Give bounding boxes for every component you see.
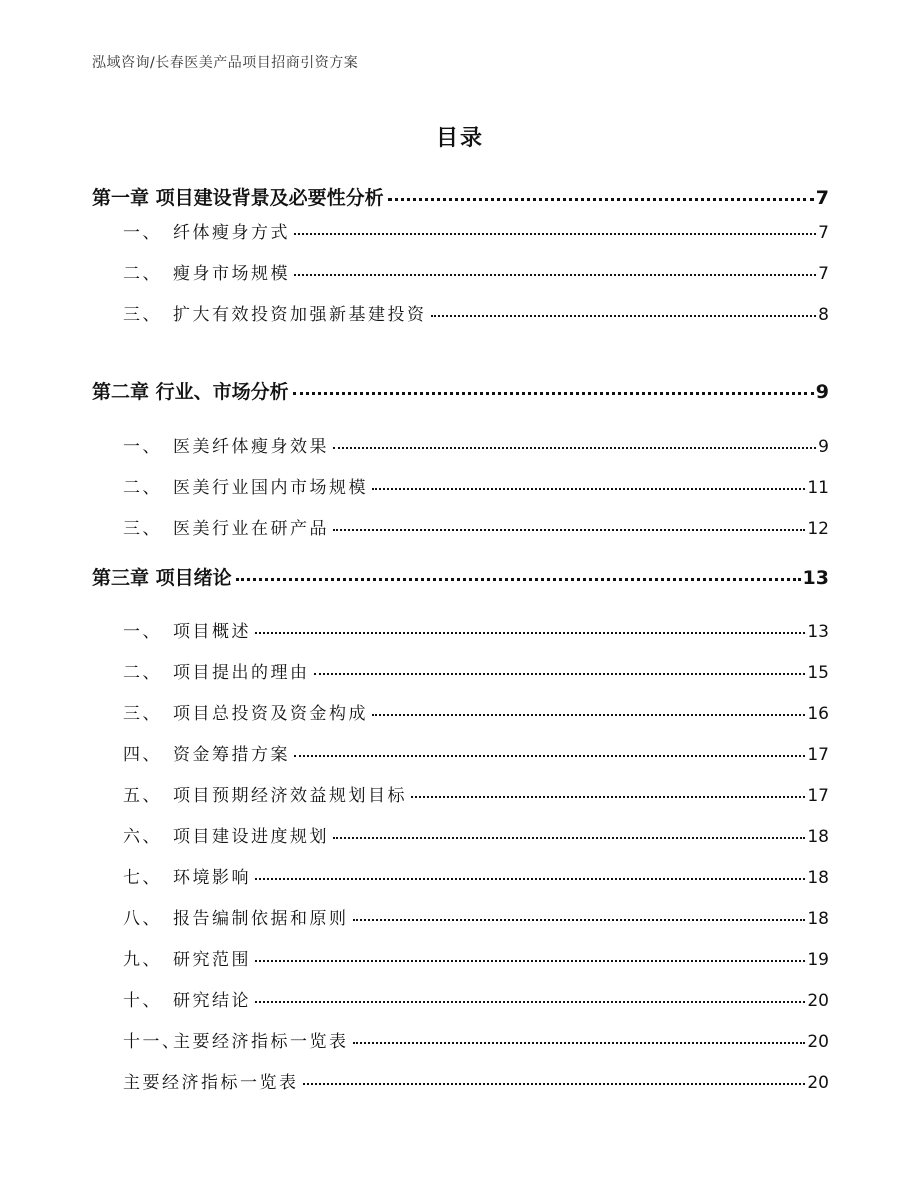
toc-entry-number: 三、 (123, 305, 162, 325)
toc-entry-text: 项目总投资及资金构成 (173, 704, 368, 724)
toc-entry-text: 医美行业在研产品 (173, 519, 329, 539)
toc-section-entry[interactable] (123, 863, 829, 888)
toc-entry-number: 十一、 (123, 1032, 182, 1052)
toc-page-number: 11 (807, 478, 829, 498)
toc-section-entry[interactable] (123, 699, 829, 724)
toc-entry-text: 报告编制依据和原则 (173, 909, 349, 929)
toc-section-entry[interactable] (123, 432, 829, 457)
toc-entry-label (123, 740, 290, 765)
toc-page-number: 13 (802, 567, 829, 589)
toc-page-number: 12 (807, 519, 829, 539)
toc-entry-label (123, 1068, 299, 1093)
toc-section-entry[interactable] (123, 1027, 829, 1052)
toc-entry-text: 第三章 项目绪论 (92, 567, 232, 589)
dot-leader (333, 833, 805, 839)
toc-entry-text: 项目概述 (173, 622, 251, 642)
toc-entry-number: 五、 (123, 786, 162, 806)
running-header: 泓域咨询/长春医美产品项目招商引资方案 (92, 55, 359, 71)
dot-leader (372, 484, 805, 490)
toc-entry-number: 三、 (123, 704, 162, 724)
dot-leader (236, 574, 801, 581)
dot-leader (411, 792, 805, 798)
toc-entry-text: 瘦身市场规模 (173, 264, 290, 284)
toc-entry-text: 第一章 项目建设背景及必要性分析 (92, 187, 384, 209)
toc-entry-text: 扩大有效投资加强新基建投资 (173, 305, 427, 325)
toc-entry-text: 研究范围 (173, 950, 251, 970)
toc-entry-text: 研究结论 (173, 991, 251, 1011)
toc-entry-label (123, 432, 329, 457)
dot-leader (353, 1038, 806, 1044)
toc-entry-label (123, 781, 407, 806)
toc-entry-number: 四、 (123, 745, 162, 765)
toc-entry-label (123, 259, 290, 284)
toc-section-entry[interactable] (123, 781, 829, 806)
toc-entry-text: 主要经济指标一览表 (123, 1073, 299, 1093)
toc-entry-text: 纤体瘦身方式 (173, 223, 290, 243)
toc-entry-label (92, 183, 384, 210)
toc-page-number: 7 (815, 187, 829, 209)
toc-entry-text: 第二章 行业、市场分析 (92, 381, 289, 403)
dot-leader (333, 443, 816, 449)
toc-entry-text: 项目提出的理由 (173, 663, 310, 683)
toc-section-entry[interactable] (123, 617, 829, 642)
toc-entry-label (123, 473, 368, 498)
toc-section-entry[interactable] (123, 514, 829, 539)
toc-page-number: 20 (807, 1032, 829, 1052)
toc-entry-label (123, 658, 310, 683)
toc-entry-number: 一、 (123, 223, 162, 243)
toc-entry-text: 主要经济指标一览表 (173, 1032, 349, 1052)
toc-entry-text: 环境影响 (173, 868, 251, 888)
toc-entry-number: 二、 (123, 478, 162, 498)
toc-page-number: 16 (807, 704, 829, 724)
toc-page-number: 17 (807, 786, 829, 806)
toc-entry-number: 八、 (123, 909, 162, 929)
toc-entry-number: 二、 (123, 663, 162, 683)
toc-entry-text: 医美纤体瘦身效果 (173, 437, 329, 457)
toc-section-entry[interactable] (123, 473, 829, 498)
toc-section-entry[interactable] (123, 945, 829, 970)
toc-entry-label (92, 563, 232, 590)
toc-section-entry[interactable] (123, 300, 829, 325)
toc-page-number: 19 (807, 950, 829, 970)
toc-page-number: 13 (807, 622, 829, 642)
toc-section-entry[interactable] (123, 740, 829, 765)
dot-leader (333, 525, 805, 531)
toc-section-entry[interactable] (123, 259, 829, 284)
toc-entry-label (123, 945, 251, 970)
toc-page-number: 20 (807, 1073, 829, 1093)
dot-leader (388, 194, 814, 201)
toc-chapter-entry[interactable] (92, 563, 829, 590)
toc-entry-label (123, 863, 251, 888)
toc-entry-number: 二、 (123, 264, 162, 284)
dot-leader (255, 874, 805, 880)
dot-leader (255, 628, 805, 634)
toc-section-entry[interactable] (123, 822, 829, 847)
dot-leader (293, 388, 814, 395)
toc-section-entry[interactable] (123, 904, 829, 929)
toc-entry-label (123, 514, 329, 539)
toc-section-entry[interactable] (123, 218, 829, 243)
toc-entry-label (123, 300, 427, 325)
dot-leader (294, 751, 805, 757)
toc-chapter-entry[interactable] (92, 183, 829, 210)
dot-leader (372, 710, 805, 716)
toc-entry-number: 一、 (123, 437, 162, 457)
toc-entry-number: 七、 (123, 868, 162, 888)
dot-leader (255, 997, 805, 1003)
toc-page-number: 17 (807, 745, 829, 765)
dot-leader (353, 915, 806, 921)
toc-entry-label (123, 822, 329, 847)
toc-entry-label (123, 1027, 349, 1052)
toc-entry-label (123, 218, 290, 243)
dot-leader (255, 956, 805, 962)
toc-section-entry[interactable] (123, 986, 829, 1011)
toc-entry-number: 十、 (123, 991, 162, 1011)
dot-leader (303, 1079, 806, 1085)
toc-chapter-entry[interactable] (92, 377, 829, 404)
toc-page-number: 7 (818, 223, 829, 243)
toc-entry-number: 九、 (123, 950, 162, 970)
toc-page-number: 18 (807, 827, 829, 847)
toc-entry-number: 三、 (123, 519, 162, 539)
toc-entry-label (123, 986, 251, 1011)
toc-title: 目录 (435, 126, 484, 151)
dot-leader (431, 311, 817, 317)
toc-page-number: 18 (807, 909, 829, 929)
dot-leader (314, 669, 806, 675)
dot-leader (294, 229, 816, 235)
toc-section-entry[interactable] (123, 658, 829, 683)
toc-entry-label (123, 904, 349, 929)
toc-entry-text: 项目建设进度规划 (173, 827, 329, 847)
toc-page-number: 8 (818, 305, 829, 325)
toc-page-number: 15 (807, 663, 829, 683)
toc-section-entry[interactable] (123, 1068, 829, 1093)
toc-entry-label (123, 617, 251, 642)
toc-entry-text: 项目预期经济效益规划目标 (173, 786, 407, 806)
toc-entry-number: 六、 (123, 827, 162, 847)
toc-entry-label (92, 377, 289, 404)
toc-page-number: 20 (807, 991, 829, 1011)
toc-page-number: 9 (815, 381, 829, 403)
dot-leader (294, 270, 816, 276)
toc-entry-text: 医美行业国内市场规模 (173, 478, 368, 498)
toc-entry-label (123, 699, 368, 724)
toc-entry-text: 资金筹措方案 (173, 745, 290, 765)
toc-entry-number: 一、 (123, 622, 162, 642)
toc-page-number: 7 (818, 264, 829, 284)
toc-page-number: 18 (807, 868, 829, 888)
toc-page-number: 9 (818, 437, 829, 457)
